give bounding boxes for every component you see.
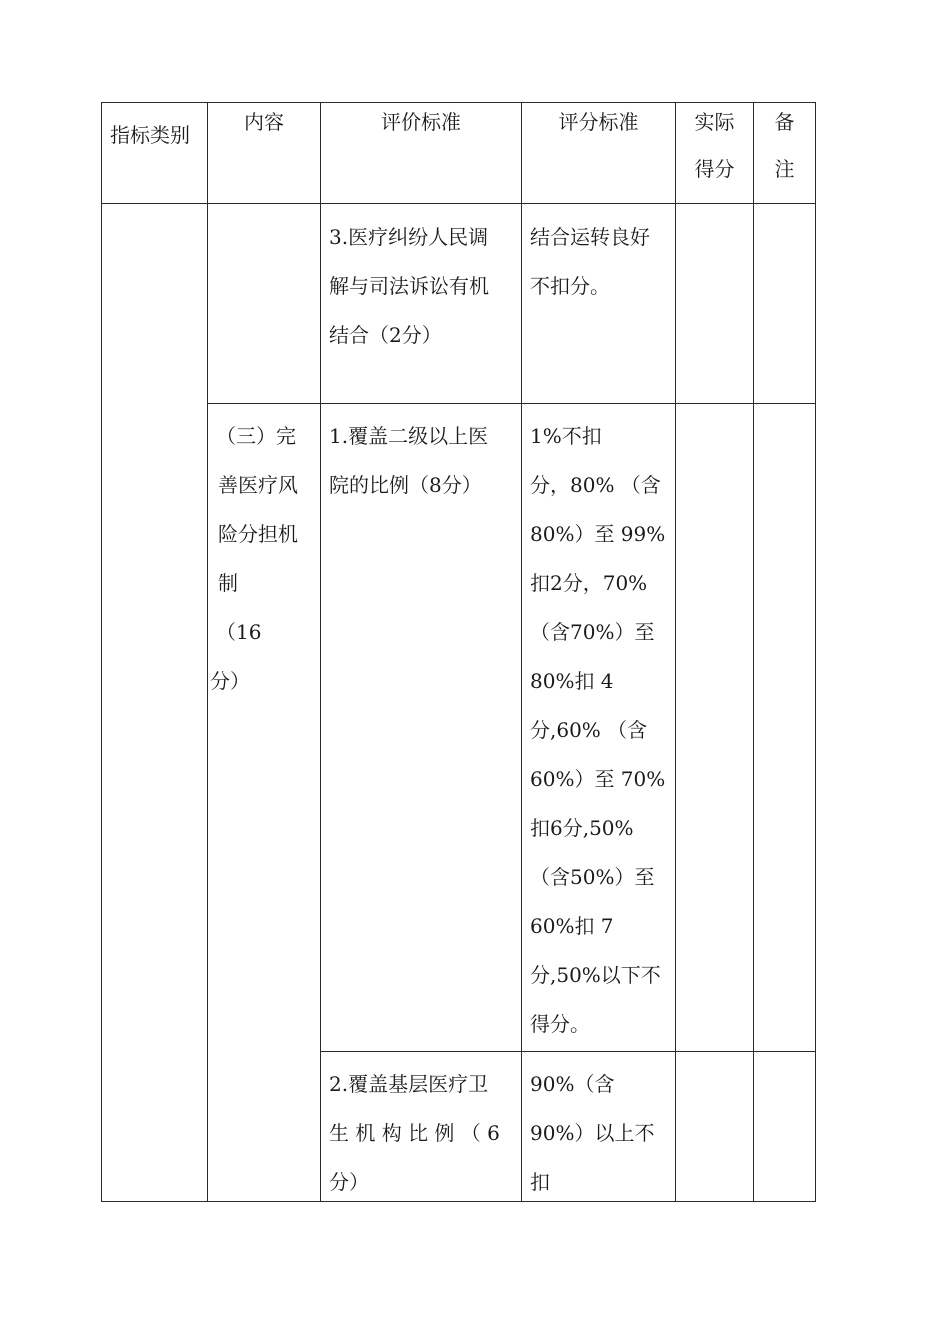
row2-content-line: 制 xyxy=(218,571,238,595)
row1-bottom-rule xyxy=(207,403,816,404)
col-divider-5 xyxy=(753,102,754,1202)
header-content-label: 内容 xyxy=(244,110,284,134)
row2-scoring-line: 60%扣 7 xyxy=(530,914,614,938)
row2-content-line: 险分担机 xyxy=(218,522,298,546)
header-content xyxy=(208,99,320,146)
row2-scoring-criteria xyxy=(530,412,665,1049)
row2-bottom-rule xyxy=(320,1051,816,1052)
row2-evaluation-criteria xyxy=(329,412,488,510)
row1-scoring-criteria xyxy=(530,213,650,311)
row2-content-line: （16 xyxy=(216,620,262,644)
row2-scoring-line: 1%不扣 xyxy=(530,424,602,448)
row1-evaluation-criteria xyxy=(329,213,489,360)
header-evaluation-criteria-label: 评价标准 xyxy=(381,110,461,134)
col-divider-4 xyxy=(675,102,676,1202)
row2-evaluation-line: 1.覆盖二级以上医 xyxy=(329,424,489,448)
col-divider-2 xyxy=(320,102,321,1202)
row2-content xyxy=(210,412,298,706)
header-category-label: 指标类别 xyxy=(110,123,190,147)
row2-scoring-line: （含70%）至 xyxy=(530,620,655,644)
row2-scoring-line: 80%）至 99% xyxy=(530,522,666,546)
row1-evaluation-line: 3.医疗纠纷人民调 xyxy=(329,225,489,249)
table-border-right xyxy=(815,102,816,1202)
header-category xyxy=(110,112,190,159)
row2-scoring-line: 80%扣 4 xyxy=(530,669,614,693)
row2-scoring-line: 扣6分,50% xyxy=(530,816,634,840)
row2-content-line: 分） xyxy=(210,669,250,693)
header-remarks-line: 备 xyxy=(774,110,795,134)
row1-scoring-line: 不扣分。 xyxy=(530,274,610,298)
row2-scoring-line: 扣2分，70% xyxy=(530,571,648,595)
row3-evaluation-line: 分） xyxy=(329,1170,369,1194)
row2-content-line: 善医疗风 xyxy=(218,473,298,497)
row2-scoring-line: 60%）至 70% xyxy=(530,767,666,791)
row2-scoring-line: 分，80% （含 xyxy=(530,473,661,497)
row3-evaluation-line: 生 机 构 比 例 （ 6 xyxy=(329,1121,500,1145)
row1-evaluation-line: 解与司法诉讼有机 xyxy=(329,274,489,298)
row2-evaluation-line: 院的比例（8分） xyxy=(329,473,482,497)
row3-scoring-line: 扣 xyxy=(530,1170,550,1194)
header-actual-score-line: 得分 xyxy=(694,157,735,181)
row2-scoring-line: （含50%）至 xyxy=(530,865,655,889)
row3-scoring-line: 90%（含 xyxy=(530,1072,615,1096)
col-divider-1 xyxy=(207,102,208,1202)
row3-evaluation-line: 2.覆盖基层医疗卫 xyxy=(329,1072,489,1096)
header-remarks-line: 注 xyxy=(774,157,795,181)
header-evaluation-criteria xyxy=(321,99,521,146)
header-actual-score xyxy=(676,99,753,193)
header-remarks xyxy=(754,99,815,193)
header-bottom-rule xyxy=(101,203,816,204)
row2-scoring-line: 分,50%以下不 xyxy=(530,963,661,987)
row2-scoring-line: 得分。 xyxy=(530,1012,590,1036)
row2-scoring-line: 分,60% （含 xyxy=(530,718,648,742)
header-scoring-criteria-label: 评分标准 xyxy=(558,110,639,134)
header-scoring-criteria xyxy=(522,99,675,146)
row3-evaluation-criteria xyxy=(329,1060,500,1207)
row1-evaluation-line: 结合（2分） xyxy=(329,323,442,347)
header-actual-score-line: 实际 xyxy=(694,110,735,134)
table-border-left xyxy=(101,102,102,1202)
row2-content-line: （三）完 xyxy=(216,424,296,448)
row1-scoring-line: 结合运转良好 xyxy=(530,225,650,249)
col-divider-3 xyxy=(521,102,522,1202)
row3-scoring-line: 90%）以上不 xyxy=(530,1121,655,1145)
row3-scoring-criteria xyxy=(530,1060,654,1207)
